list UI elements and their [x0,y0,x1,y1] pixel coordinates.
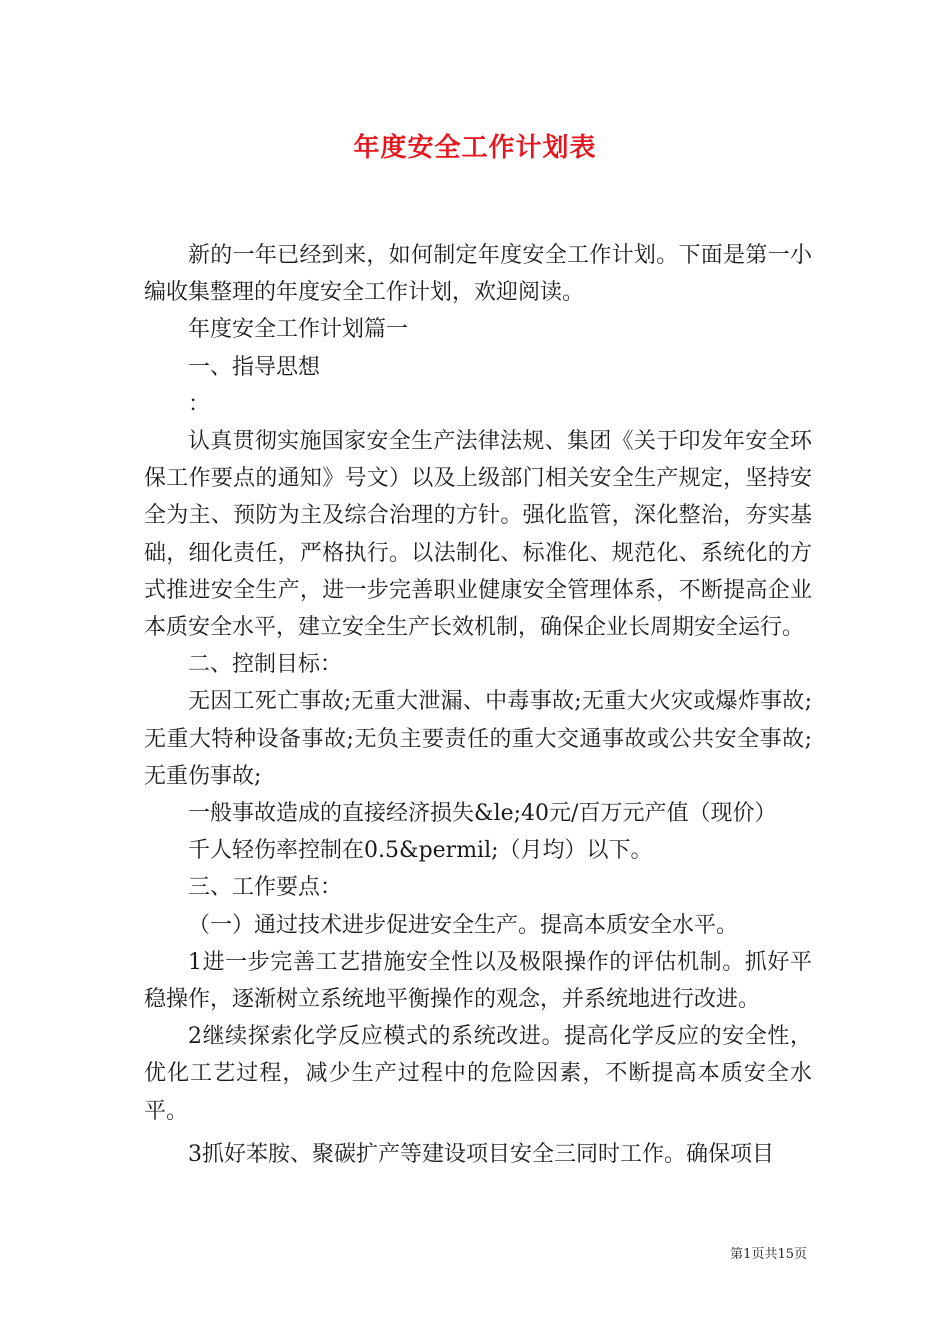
paragraph-targets-body: 无因工死亡事故;无重大泄漏、中毒事故;无重大火灾或爆炸事故;无重大特种设备事故;无负主要责任的重大交通事故或公共安全事故;无重伤事故; [144,689,812,789]
paragraph-item-2: 2继续探索化学反应模式的系统改进。提高化学反应的安全性，优化工艺过程，减少生产过程中的危险因素，不断提高本质安全水平。 [144,1024,812,1124]
paragraph-intro: 新的一年已经到来，如何制定年度安全工作计划。下面是第一小编收集整理的年度安全工作计划，欢迎阅读。 [144,243,812,306]
paragraph-guiding-body: 认真贯彻实施国家安全生产法律法规、集团《关于印发年安全环保工作要点的通知》号文）以及上级部门相关安全生产规定，坚持安全为主、预防为主及综合治理的方针。强化监管，深化整治，夯实基础，细化责任，严格执行。以法制化、标准化、规范化、系统化的方式推进安全生产，进一步完善职业健康安全管理体系，不断提高企业本质安全水平，建立安全生产长效机制，确保企业长周期安全运行。 [144,429,812,641]
paragraph-item-3: 3抓好苯胺、聚碳扩产等建设项目安全三同时工作。确保项目 [188,1141,774,1167]
paragraph-injury-rate: 千人轻伤率控制在0.5&permil;（月均）以下。 [188,838,653,864]
page-number: 第1页共15页 [730,1247,807,1262]
paragraph-heading-keypoints: 三、工作要点： [188,875,343,901]
paragraph-heading-guiding: 一、指导思想 [188,354,321,380]
document-body [144,237,812,1173]
paragraph-colon: ： [188,391,211,417]
document-title: 年度安全工作计划表 [353,133,597,163]
paragraph-section-heading: 年度安全工作计划篇一 [188,317,409,343]
paragraph-item-1: 1进一步完善工艺措施安全性以及极限操作的评估机制。抓好平稳操作，逐渐树立系统地平衡操作的观念，并系统地进行改进。 [144,949,812,1013]
paragraph-heading-targets: 二、控制目标： [188,652,343,678]
paragraph-keypoint-1: （一）通过技术进步促进安全生产。提高本质安全水平。 [188,912,739,938]
paragraph-economic-loss: 一般事故造成的直接经济损失&le;40元/百万元产值（现价） [188,801,777,827]
